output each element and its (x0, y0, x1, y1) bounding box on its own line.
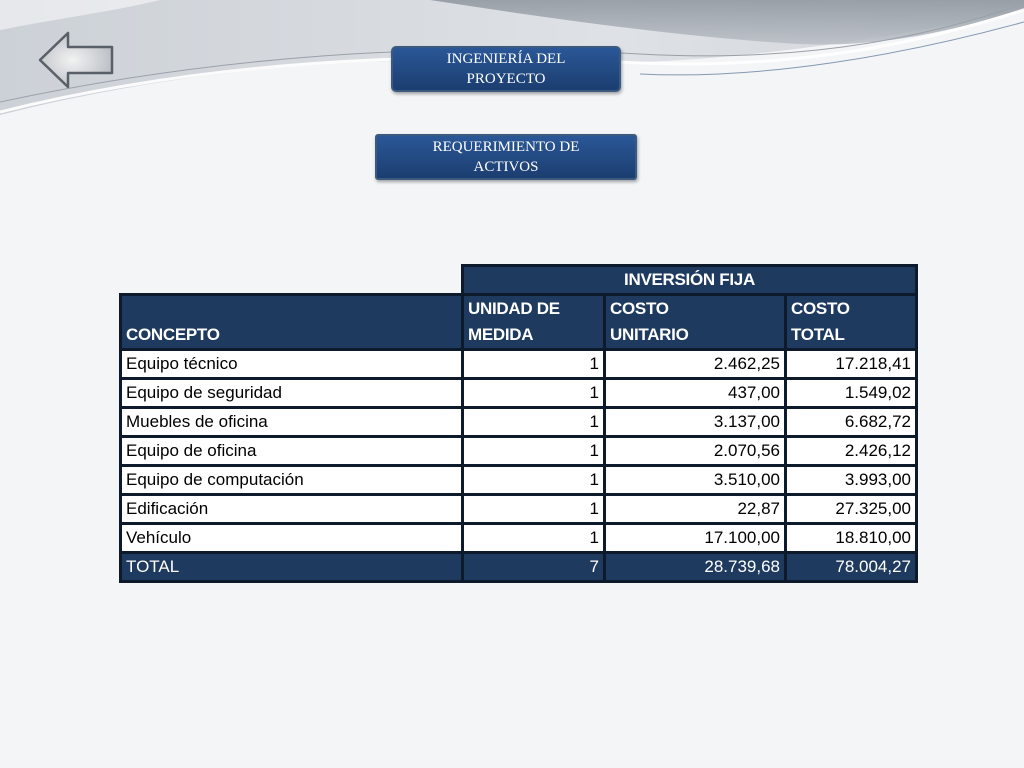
column-header-costo-total-line1: COSTO (791, 299, 850, 318)
cell-costo-unitario: 437,00 (605, 379, 786, 408)
cell-concepto: Equipo de seguridad (121, 379, 463, 408)
column-header-concepto: CONCEPTO (121, 295, 463, 350)
cell-unidad: 1 (463, 466, 605, 495)
cell-costo-total: 18.810,00 (786, 524, 917, 553)
cell-unidad: 1 (463, 379, 605, 408)
cell-unidad: 1 (463, 495, 605, 524)
cell-costo-total: 2.426,12 (786, 437, 917, 466)
cell-costo-unitario: 2.070,56 (605, 437, 786, 466)
blank-cell (121, 266, 463, 295)
table-row (121, 408, 917, 437)
cell-concepto: Equipo de computación (121, 466, 463, 495)
table-row (121, 524, 917, 553)
cell-costo-total: 1.549,02 (786, 379, 917, 408)
project-engineering-label: INGENIERÍA DEL PROYECTO (446, 51, 566, 87)
cell-costo-total: 6.682,72 (786, 408, 917, 437)
project-engineering-button[interactable] (391, 46, 621, 92)
cell-unidad: 1 (463, 350, 605, 379)
column-header-costo-total-line2: TOTAL (791, 325, 845, 344)
fixed-investment-table (119, 264, 918, 583)
column-header-costo-unitario (605, 295, 786, 350)
cell-costo-unitario: 22,87 (605, 495, 786, 524)
cell-costo-total: 3.993,00 (786, 466, 917, 495)
back-arrow-icon[interactable] (38, 30, 116, 90)
cell-costo-unitario: 17.100,00 (605, 524, 786, 553)
total-costo-unitario: 28.739,68 (605, 553, 786, 582)
column-header-unidad (463, 295, 605, 350)
cell-costo-total: 27.325,00 (786, 495, 917, 524)
cell-costo-unitario: 3.510,00 (605, 466, 786, 495)
cell-unidad: 1 (463, 408, 605, 437)
column-header-costo-total (786, 295, 917, 350)
cell-unidad: 1 (463, 524, 605, 553)
cell-concepto: Muebles de oficina (121, 408, 463, 437)
table-total-row (121, 553, 917, 582)
table-row (121, 379, 917, 408)
total-unidad: 7 (463, 553, 605, 582)
column-header-unidad-line2: MEDIDA (468, 325, 534, 344)
cell-concepto: Equipo de oficina (121, 437, 463, 466)
cell-concepto: Vehículo (121, 524, 463, 553)
asset-requirement-button[interactable] (375, 134, 637, 180)
table-row (121, 495, 917, 524)
table-row (121, 466, 917, 495)
table-row (121, 350, 917, 379)
column-header-costo-unitario-line1: COSTO (610, 299, 669, 318)
cell-costo-unitario: 2.462,25 (605, 350, 786, 379)
cell-costo-unitario: 3.137,00 (605, 408, 786, 437)
total-costo-total: 78.004,27 (786, 553, 917, 582)
cell-concepto: Edificación (121, 495, 463, 524)
total-label: TOTAL (121, 553, 463, 582)
cell-costo-total: 17.218,41 (786, 350, 917, 379)
table-row (121, 437, 917, 466)
table-column-header-row (121, 295, 917, 350)
cell-unidad: 1 (463, 437, 605, 466)
table-group-header-row (121, 266, 917, 295)
cell-concepto: Equipo técnico (121, 350, 463, 379)
column-header-unidad-line1: UNIDAD DE (468, 299, 560, 318)
group-header-inversion-fija: INVERSIÓN FIJA (463, 266, 917, 295)
column-header-costo-unitario-line2: UNITARIO (610, 325, 689, 344)
asset-requirement-label: REQUERIMIENTO DE ACTIVOS (432, 139, 580, 175)
